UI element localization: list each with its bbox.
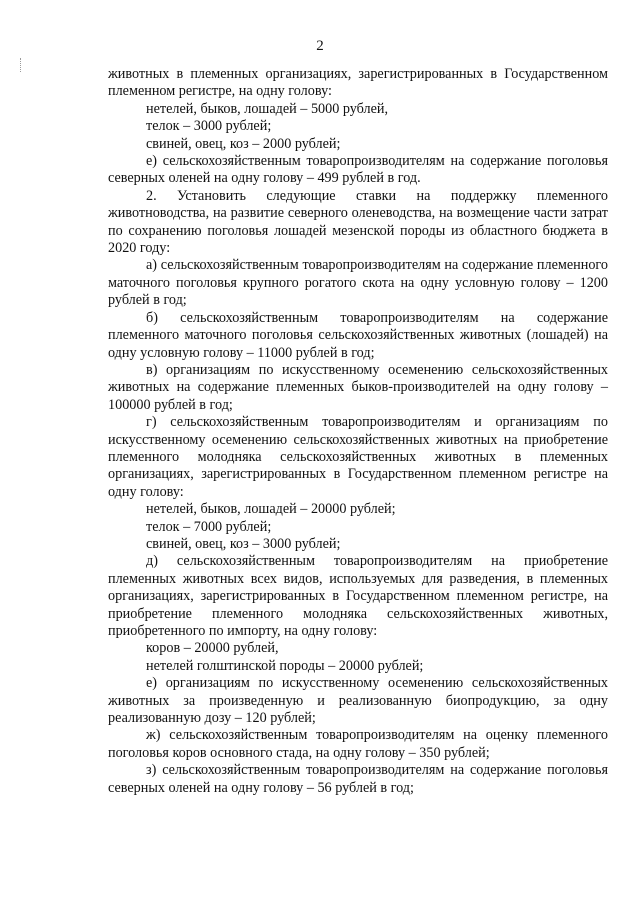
paragraph: 2. Установить следующие ставки на поддержку племенного животноводства, на развитие северного оленеводства, на возмещение части затрат по сохранению поголовья лошадей мезенской породы из областного бюджета в 2020 году:: [108, 187, 608, 257]
list-item: телок – 7000 рублей;: [146, 518, 272, 535]
paragraph: е) организациям по искусственному осеменению сельскохозяйственных животных за произведенную и реализованную биопродукцию, за одну реализованную дозу – 120 рублей;: [108, 675, 608, 727]
list-item: свиней, овец, коз – 3000 рублей;: [146, 535, 341, 552]
list-item: коров – 20000 рублей,: [146, 640, 279, 657]
paragraph: ж) сельскохозяйственным товаропроизводителям на оценку племенного поголовья коров основного стада, на одну голову – 350 рублей;: [108, 727, 608, 761]
paragraph: з) сельскохозяйственным товаропроизводителям на содержание поголовья северных оленей на одну голову – 56 рублей в год;: [108, 762, 608, 796]
list-item: телок – 3000 рублей;: [146, 118, 272, 135]
list-item: нетелей, быков, лошадей – 5000 рублей,: [146, 100, 389, 117]
page-number: 2: [316, 38, 324, 54]
list-item: нетелей голштинской породы – 20000 рублей;: [146, 657, 424, 674]
margin-mark: [20, 58, 23, 72]
paragraph: животных в племенных организациях, зарегистрированных в Государственном племенном регистре, на одну голову:: [108, 66, 608, 100]
paragraph: д) сельскохозяйственным товаропроизводителям на приобретение племенных животных всех видов, используемых для разведения, в племенных организациях, зарегистрированных в Государственном племенном регистре, на приобретение племенного молодняка сельскохозяйственных животных, приобретенного по импорту, на одну голову:: [108, 553, 608, 639]
list-item: нетелей, быков, лошадей – 20000 рублей;: [146, 501, 396, 518]
document-body: [108, 66, 608, 797]
paragraph: г) сельскохозяйственным товаропроизводителям и организациям по искусственному осеменению сельскохозяйственных животных на приобретение племенного молодняка сельскохозяйственных животных в племенных организациях, зарегистрированных в Государственном племенном регистре на одну голову:: [108, 414, 608, 500]
list-item: свиней, овец, коз – 2000 рублей;: [146, 135, 341, 152]
paragraph: е) сельскохозяйственным товаропроизводителям на содержание поголовья северных оленей на одну голову – 499 рублей в год.: [108, 153, 608, 187]
paragraph: а) сельскохозяйственным товаропроизводителям на содержание племенного маточного поголовья крупного рогатого скота на одну условную голову – 1200 рублей в год;: [108, 257, 608, 309]
paragraph: б) сельскохозяйственным товаропроизводителям на содержание племенного маточного поголовья сельскохозяйственных животных (лошадей) на одну условную голову – 11000 рублей в год;: [108, 309, 608, 361]
paragraph: в) организациям по искусственному осеменению сельскохозяйственных животных на содержание племенных быков-производителей на одну голову – 100000 рублей в год;: [108, 361, 608, 413]
